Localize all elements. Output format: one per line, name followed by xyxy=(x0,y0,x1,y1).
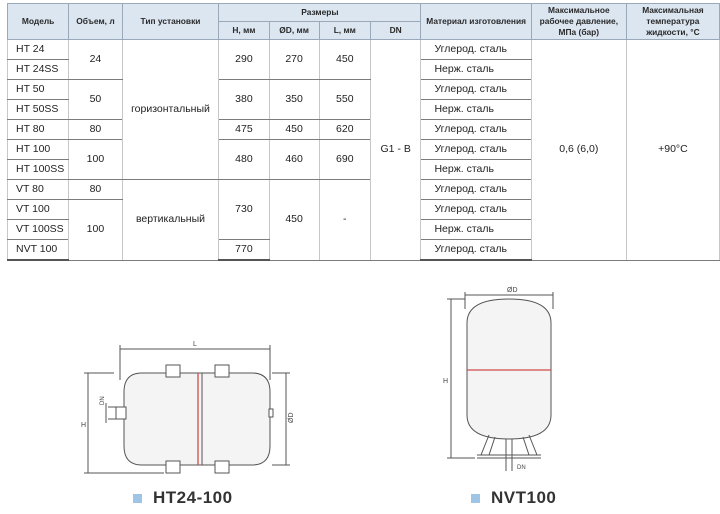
material-cell: Углерод. сталь xyxy=(421,200,531,220)
material-cell: Углерод. сталь xyxy=(421,140,531,160)
material-cell: Нерж. сталь xyxy=(421,160,531,180)
caption-marker-icon xyxy=(471,494,480,503)
temperature-cell: +90°С xyxy=(626,40,719,261)
header-h: H, мм xyxy=(219,22,269,40)
model-cell: HT 50 xyxy=(8,80,69,100)
l-cell: - xyxy=(319,180,370,261)
model-cell: VT 100 xyxy=(8,200,69,220)
material-cell: Углерод. сталь xyxy=(421,80,531,100)
pressure-cell: 0,6 (6,0) xyxy=(531,40,626,261)
install-type-cell: горизонтальный xyxy=(122,40,219,180)
header-volume: Объем, л xyxy=(69,4,122,40)
h-cell: 475 xyxy=(219,120,269,140)
volume-cell: 80 xyxy=(69,180,122,200)
dimension-d-label: ØD xyxy=(507,287,518,294)
dimension-h-label: H xyxy=(81,422,87,429)
h-cell: 770 xyxy=(219,240,269,261)
horizontal-tank-caption xyxy=(133,488,233,508)
l-cell: 690 xyxy=(319,140,370,180)
model-cell: VT 100SS xyxy=(8,220,69,240)
header-d: ØD, мм xyxy=(269,22,319,40)
material-cell: Углерод. сталь xyxy=(421,240,531,261)
dimension-h-label: H xyxy=(443,378,449,385)
header-material: Материал изготовления xyxy=(421,4,531,40)
volume-cell: 80 xyxy=(69,120,122,140)
material-cell: Углерод. сталь xyxy=(421,40,531,60)
table-row xyxy=(8,40,720,60)
material-cell: Углерод. сталь xyxy=(421,120,531,140)
h-cell: 380 xyxy=(219,80,269,120)
header-temperature: Максимальная температура жидкости, °С xyxy=(626,4,719,40)
caption-text: NVT100 xyxy=(491,488,557,507)
material-cell: Нерж. сталь xyxy=(421,220,531,240)
l-cell: 620 xyxy=(319,120,370,140)
h-cell: 730 xyxy=(219,180,269,240)
material-cell: Углерод. сталь xyxy=(421,180,531,200)
header-l: L, мм xyxy=(319,22,370,40)
header-dimensions: Размеры xyxy=(219,4,421,22)
d-cell: 450 xyxy=(269,120,319,140)
volume-cell: 24 xyxy=(69,40,122,80)
dimension-dn-label: DN xyxy=(517,465,526,471)
dimension-d-label: ØD xyxy=(288,412,295,423)
d-cell: 450 xyxy=(269,180,319,261)
dimension-l-label: L xyxy=(193,341,197,348)
model-cell: HT 100 xyxy=(8,140,69,160)
l-cell: 550 xyxy=(319,80,370,120)
volume-cell: 50 xyxy=(69,80,122,120)
model-cell: HT 24SS xyxy=(8,60,69,80)
volume-cell: 100 xyxy=(69,140,122,180)
dimension-dn-label: DN xyxy=(100,396,106,405)
model-cell: HT 50SS xyxy=(8,100,69,120)
header-dn: DN xyxy=(370,22,421,40)
material-cell: Нерж. сталь xyxy=(421,60,531,80)
horizontal-tank-drawing xyxy=(72,335,302,485)
volume-cell: 100 xyxy=(69,200,122,261)
header-model: Модель xyxy=(8,4,69,40)
d-cell: 350 xyxy=(269,80,319,120)
d-cell: 460 xyxy=(269,140,319,180)
caption-text: HT24-100 xyxy=(153,488,233,507)
model-cell: VT 80 xyxy=(8,180,69,200)
h-cell: 480 xyxy=(219,140,269,180)
vertical-tank-drawing xyxy=(437,283,577,488)
specifications-table xyxy=(7,3,720,261)
model-cell: HT 80 xyxy=(8,120,69,140)
header-pressure: Максимальное рабочее давление, МПа (бар) xyxy=(531,4,626,40)
model-cell: HT 24 xyxy=(8,40,69,60)
header-install-type: Тип установки xyxy=(122,4,219,40)
vertical-tank-caption xyxy=(471,488,556,508)
install-type-cell: вертикальный xyxy=(122,180,219,261)
caption-marker-icon xyxy=(133,494,142,503)
model-cell: NVT 100 xyxy=(8,240,69,261)
model-cell: HT 100SS xyxy=(8,160,69,180)
dn-cell: G1 - B xyxy=(370,40,421,261)
d-cell: 270 xyxy=(269,40,319,80)
material-cell: Нерж. сталь xyxy=(421,100,531,120)
h-cell: 290 xyxy=(219,40,269,80)
l-cell: 450 xyxy=(319,40,370,80)
